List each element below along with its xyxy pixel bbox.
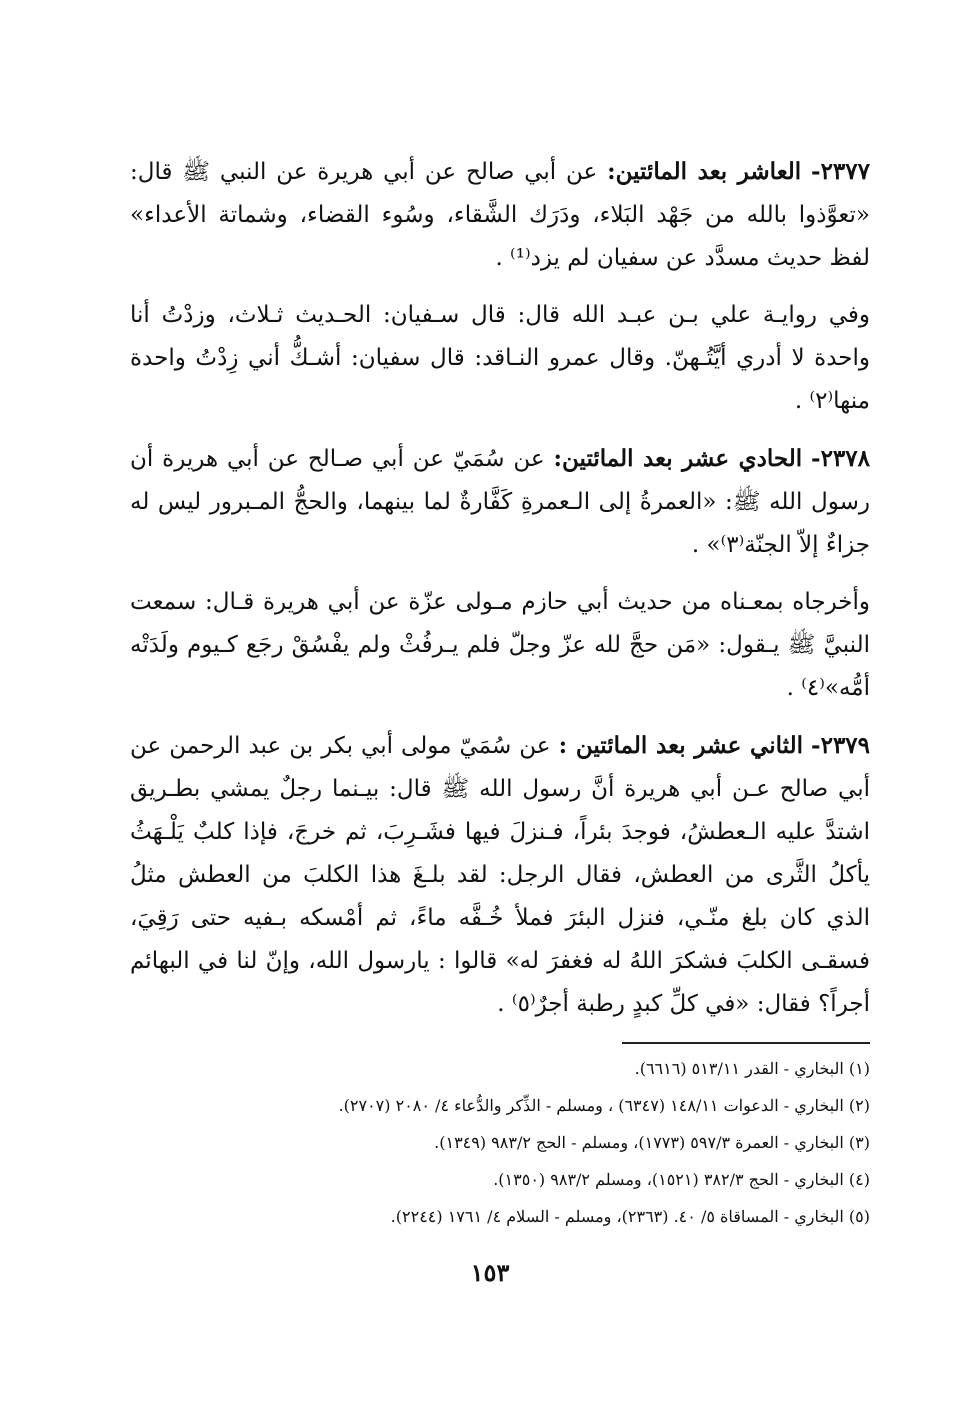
footnote-2: (٢) البخاري - الدعوات ١٤٨/١١ (٦٣٤٧) ، ومسلم - الذِّكر والدُّعاء ٤/ ٢٠٨٠ (٢٧٠٧). — [338, 1096, 870, 1115]
hadith-text: عن أبي صالح عن أبي هريرة عن النبي ﷺ قال: «تعوَّذوا بالله من جَهْد البَلاء، ودَرَك الشَّقاء، وسُوء القضاء، وشماتة الأعداء» لفظ حديث مسدَّد عن سفيان لم يزد⁽¹⁾ . — [130, 159, 870, 271]
narration-text: وفي روايـة علي بـن عبـد الله قال: قال سـفيان: الحـديث ثـلاث، وزدْتُ أنا واحدة لا أدري أيَّتُـهنّ. وقال عمرو النـاقد: قال سفيان: أشـكُّ أني زِدْتُ واحدة منها⁽٢⁾ . — [130, 302, 870, 414]
hadith-title: الثاني عشر بعد المائتين : — [558, 732, 803, 759]
hadith-number: ٢٣٧٨- — [811, 445, 870, 472]
hadith-text: عن سُمَيّ عن أبي صـالح عن أبي هريرة أن رسول الله ﷺ: «العمرةُ إلى الـعمرةِ كَفَّارةٌ لما بينهما، والحجُّ المـبرور ليس له جزاءٌ إلاّ الجنّة⁽٣⁾» . — [130, 446, 870, 558]
paragraph-narration-note-1 — [130, 294, 870, 423]
footnote-4: (٤) البخاري - الحج ٣٨٢/٣ (١٥٢١)، ومسلم ٩٨٣/٢ (١٣٥٠). — [493, 1170, 870, 1189]
paragraph-hadith-2379 — [130, 724, 870, 1026]
footnote-divider — [622, 1042, 870, 1044]
hadith-title: العاشر بعد المائتين: — [607, 158, 802, 185]
paragraph-hadith-2377 — [130, 150, 870, 280]
hadith-number: ٢٣٧٧- — [811, 158, 870, 185]
footnote-3: (٣) البخاري - العمرة ٥٩٧/٣ (١٧٧٣)، ومسلم - الحج ٩٨٣/٢ (١٣٤٩). — [434, 1133, 870, 1152]
footnotes — [130, 1050, 870, 1235]
narration-text: وأخرجاه بمعـناه من حديث أبي حازم مـولى عزّة عن أبي هريرة قـال: سمعت النبيَّ ﷺ يـقول: «مَن حجَّ لله عزّ وجلّ فلم يـرفُثْ ولم يفْسُقْ رجَع كـيوم ولَدَتْه أمُّه»⁽٤⁾ . — [130, 589, 870, 701]
paragraph-hadith-2378 — [130, 437, 870, 567]
footnote-1: (١) البخاري - القدر ٥١٣/١١ (٦٦١٦). — [634, 1059, 870, 1078]
footnote-5: (٥) البخاري - المساقاة ٥/ ٤٠. (٢٣٦٣)، ومسلم - السلام ٤/ ١٧٦١ (٢٢٤٤). — [390, 1207, 870, 1226]
main-text — [130, 150, 870, 1040]
hadith-text: عن سُمَيّ مولى أبي بكر بن عبد الرحمن عن أبي صالح عـن أبي هريرة أنَّ رسول الله ﷺ قال: بيـنما رجلٌ يمشي بطـريق اشتدَّ عليه الـعطشُ، فوجدَ بئراً، فـنزلَ فيها فشَـرِبَ، ثم خرجَ، فإذا كلبٌ يَلْـهَثُ يأكلُ الثَّرى من العطش، فقال الرجل: لقد بلـغَ هذا الكلبَ من العطش مثلُ الذي كان بلغ منّـي، فنزل البئرَ فملأ خُـفَّه ماءً، ثم أمْسكه بـفيه حتى رَقِيَ، فسقـى الكلبَ فشكرَ اللهُ له فغفرَ له» قالوا : يارسول الله، وإنّ لنا في البهائم أجراً؟ فقال: «في كلِّ كبدٍ رطبة أجرٌ⁽٥⁾ . — [130, 733, 870, 1017]
hadith-number: ٢٣٧٩- — [811, 732, 871, 759]
paragraph-narration-note-2 — [130, 581, 870, 710]
hadith-title: الحادي عشر بعد المائتين: — [553, 445, 803, 472]
page-number: ١٥٣ — [470, 1258, 510, 1287]
